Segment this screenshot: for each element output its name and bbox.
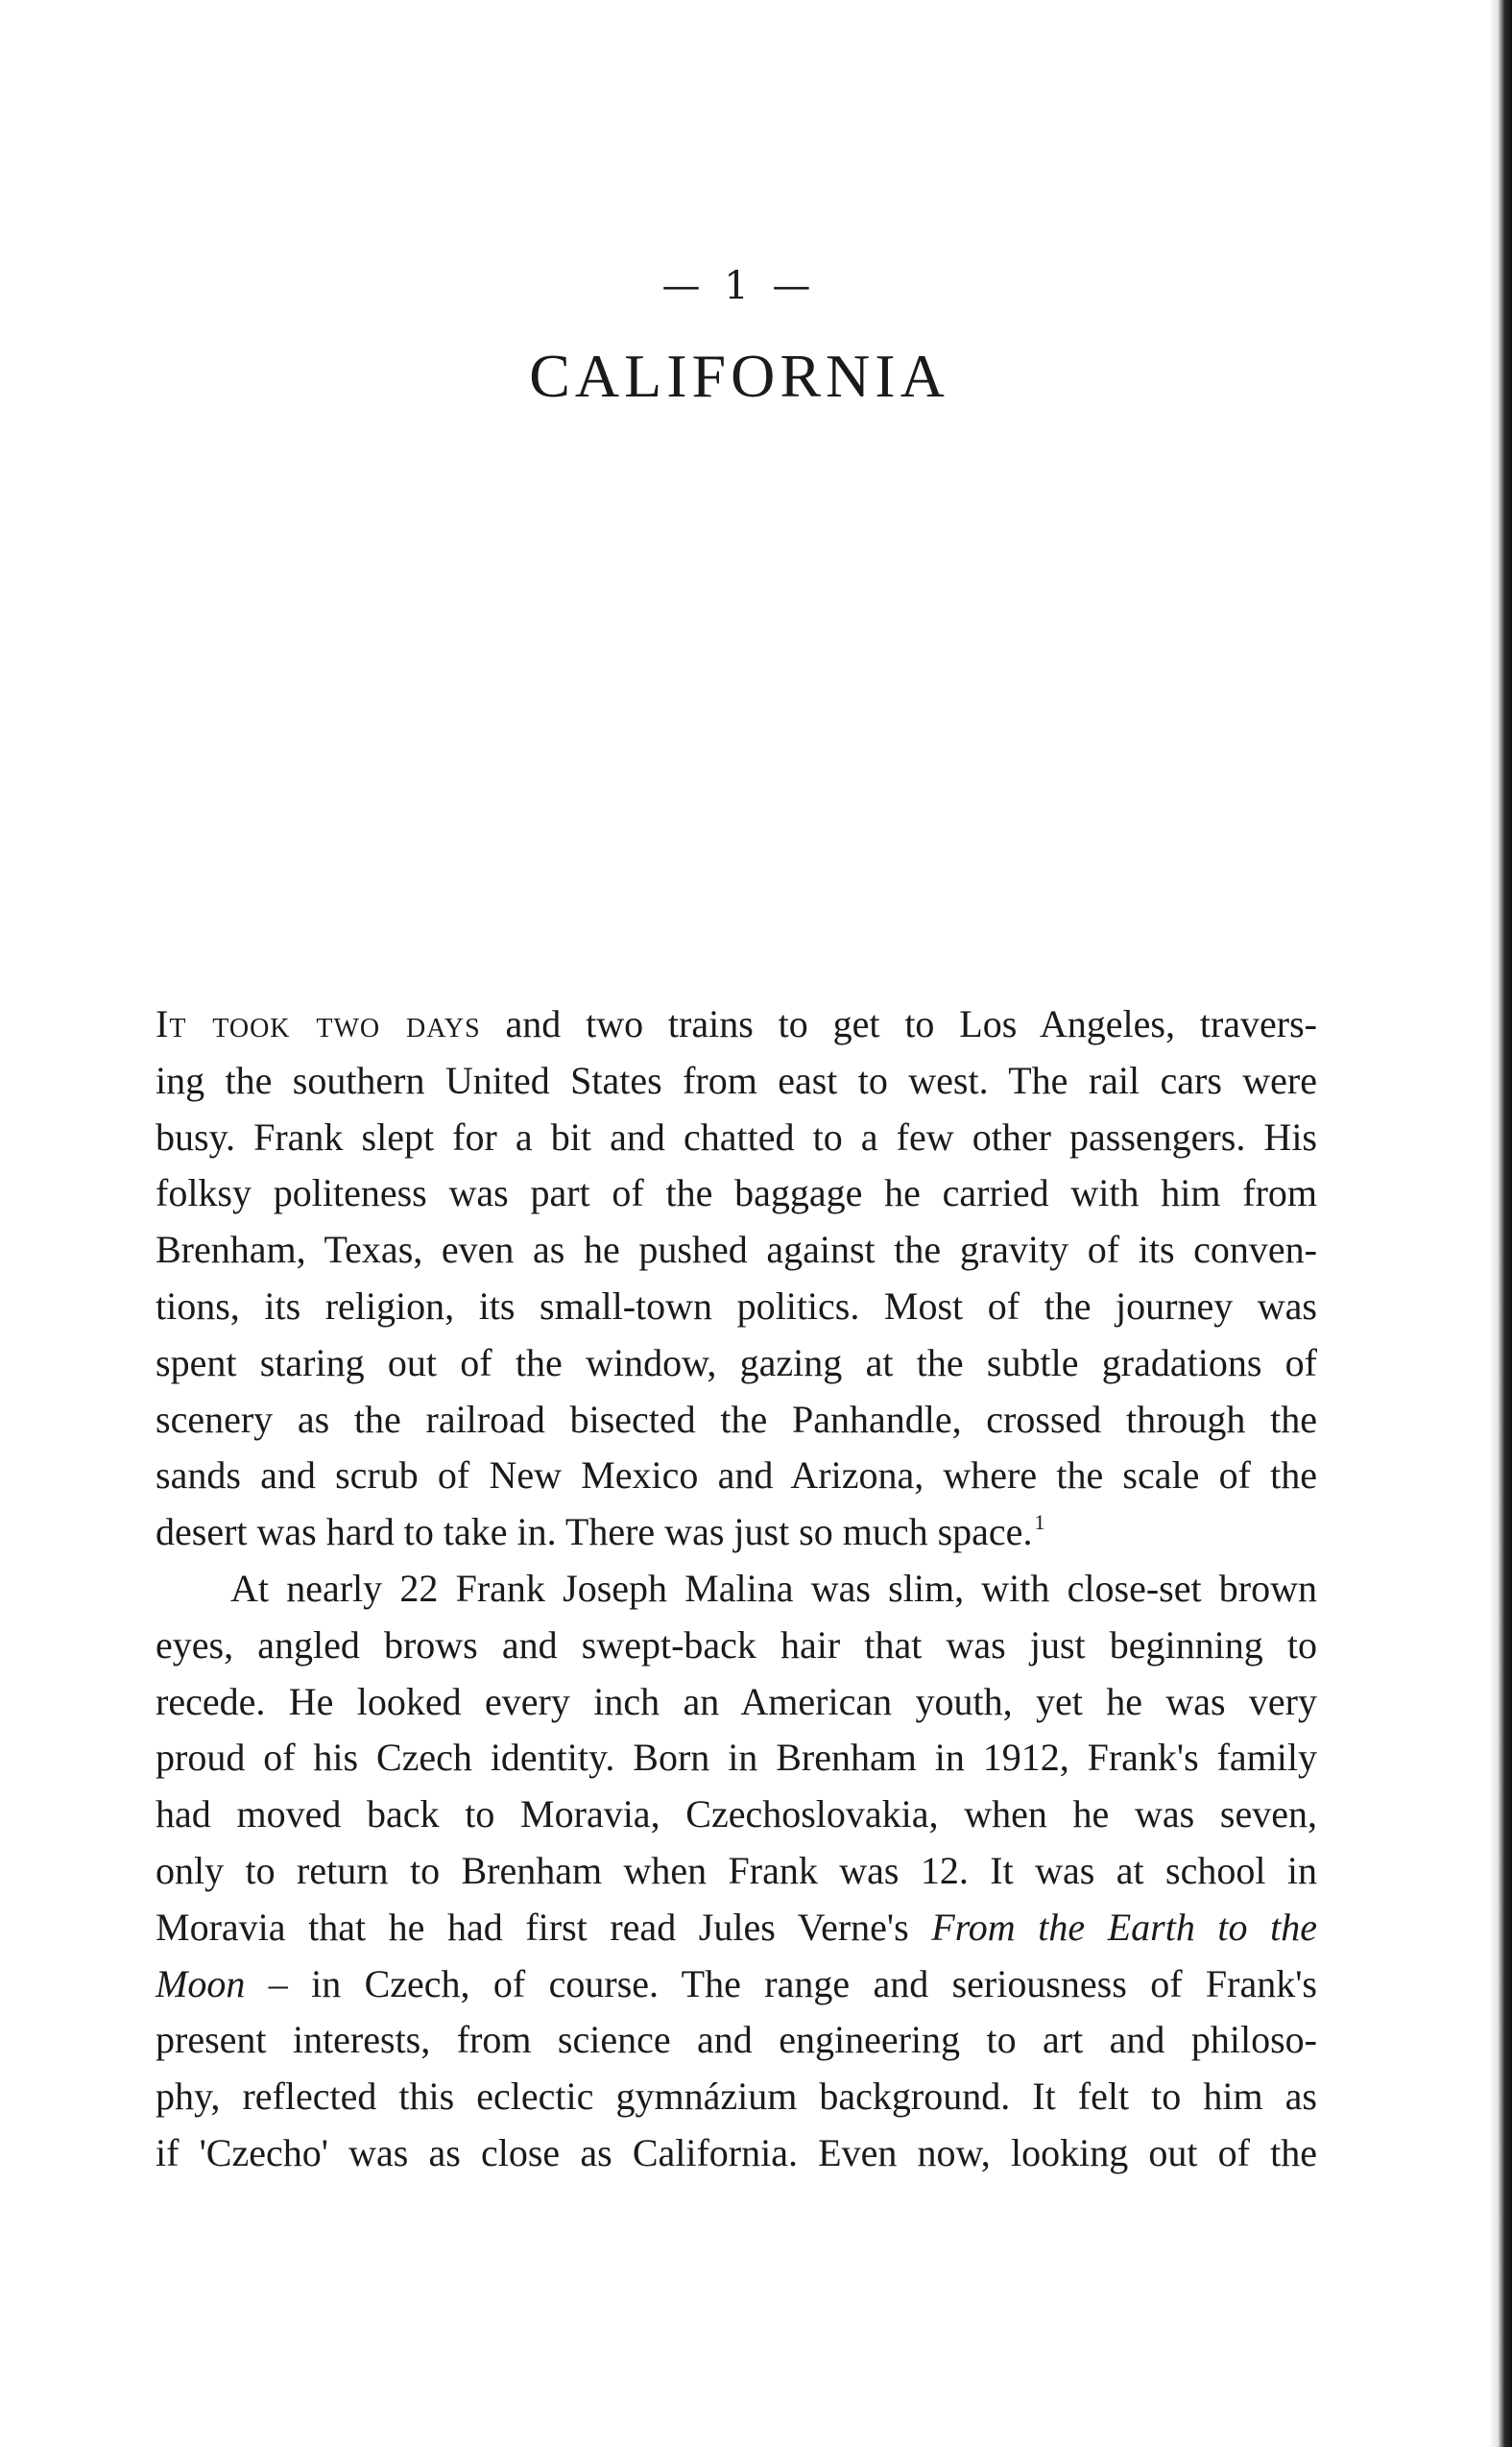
text-line: only to return to Brenham when Frank was 12. It was at school in xyxy=(156,1848,1317,1892)
text-line-content: and two trains to get to Los Angeles, travers- xyxy=(480,1002,1317,1045)
chapter-number: — 1 — xyxy=(661,264,817,308)
lead-in-smallcaps: It took two days xyxy=(156,1002,481,1045)
text-line: scenery as the railroad bisected the Panhandle, crossed through the xyxy=(156,1397,1317,1441)
text-line xyxy=(156,1900,1317,1956)
text-line: ing the southern United States from east to west. The rail cars were xyxy=(156,1058,1317,1102)
text-line: if 'Czecho' was as close as California. Even now, looking out of the xyxy=(156,2130,1317,2174)
text-line: sands and scrub of New Mexico and Arizona, where the scale of the xyxy=(156,1453,1317,1498)
text-line: had moved back to Moravia, Czechoslovakia, when he was seven, xyxy=(156,1792,1317,1836)
footnote-reference[interactable]: 1 xyxy=(1034,1510,1045,1535)
text-line: tions, its religion, its small-town politics. Most of the journey was xyxy=(156,1283,1317,1328)
book-title-italic: From the Earth to the xyxy=(931,1905,1317,1949)
text-line: phy, reflected this eclectic gymnázium background. It felt to him as xyxy=(156,2075,1317,2119)
text-line: busy. Frank slept for a bit and chatted to a few other passengers. His xyxy=(156,1115,1317,1159)
text-line-content: desert was hard to take in. There was just so much space. xyxy=(156,1510,1033,1554)
text-line xyxy=(156,1956,1317,2013)
text-line: proud of his Czech identity. Born in Brenham in 1912, Frank's family xyxy=(156,1736,1317,1780)
page-edge xyxy=(1499,0,1512,2447)
body-text xyxy=(156,996,1317,2182)
text-line xyxy=(156,1504,1317,1561)
text-line: spent staring out of the window, gazing at the subtle gradations of xyxy=(156,1340,1317,1384)
text-line: present interests, from science and engineering to art and philoso- xyxy=(156,2018,1317,2062)
text-line: Brenham, Texas, even as he pushed against the gravity of its conven- xyxy=(156,1228,1317,1272)
text-line-content: – in Czech, of course. The range and seriousness of Frank's xyxy=(245,1961,1317,2005)
book-title-italic: Moon xyxy=(156,1961,246,2005)
text-line: eyes, angled brows and swept-back hair that was just beginning to xyxy=(156,1622,1317,1667)
text-line: folksy politeness was part of the baggage he carried with him from xyxy=(156,1171,1317,1215)
text-line-content: Moravia that he had first read Jules Verne's xyxy=(156,1905,932,1949)
page-edge-shadow xyxy=(1489,0,1499,2447)
text-line xyxy=(156,996,1317,1053)
chapter-title: CALIFORNIA xyxy=(529,342,949,410)
text-line: recede. He looked every inch an American youth, yet he was very xyxy=(156,1679,1317,1723)
text-line: At nearly 22 Frank Joseph Malina was slim, with close-set brown xyxy=(230,1566,1317,1610)
